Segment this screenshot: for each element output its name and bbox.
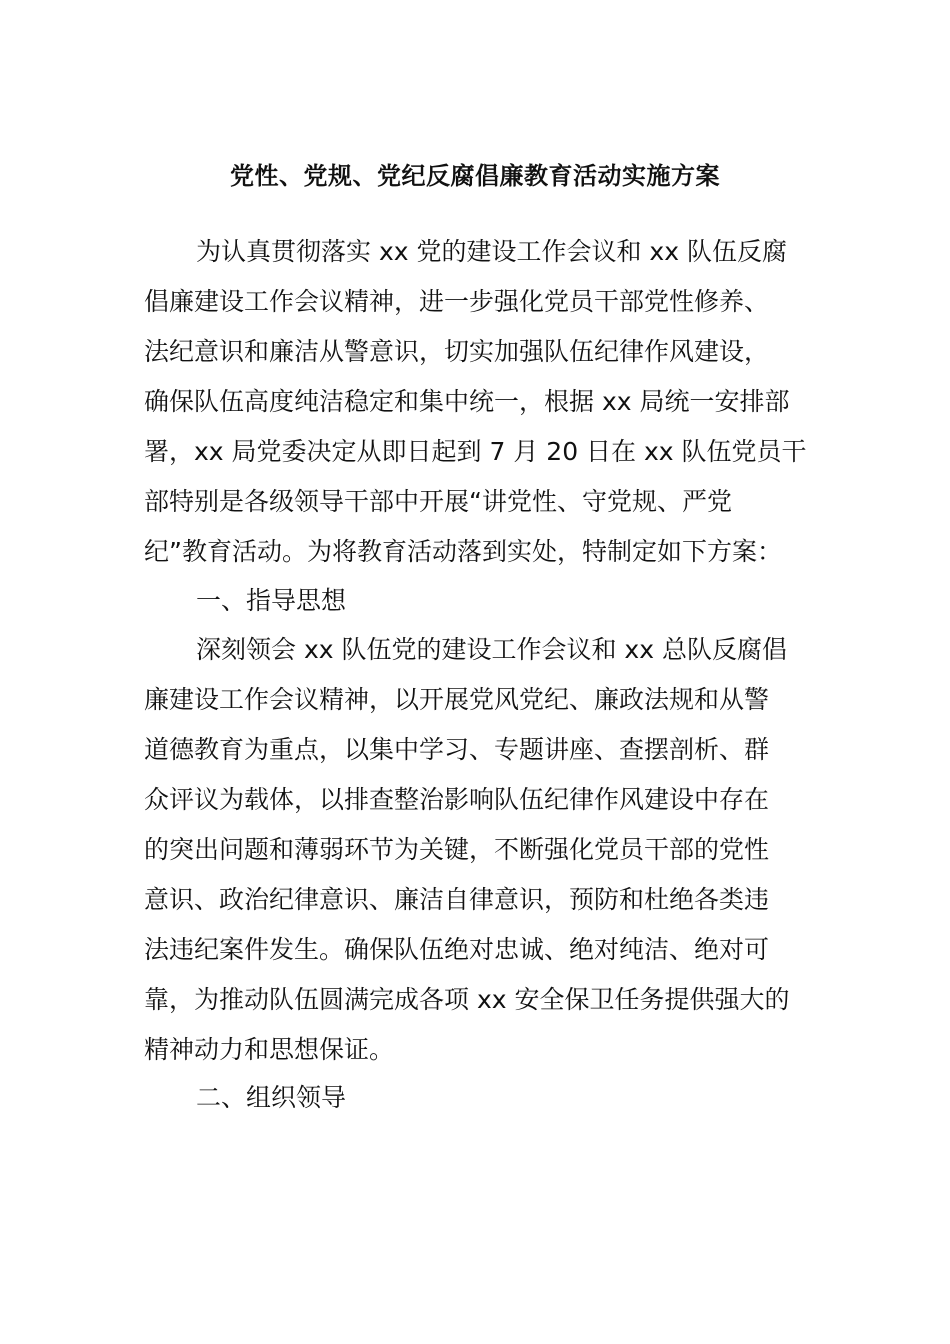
paragraph-1-line-5: 署，xx 局党委决定从即日起到 7 月 20 日在 xx 队伍党员干 xyxy=(144,437,807,466)
document-title: 党性、党规、党纪反腐倡廉教育活动实施方案 xyxy=(230,162,720,190)
paragraph-2-line-2: 廉建设工作会议精神，以开展党风党纪、廉政法规和从警 xyxy=(144,685,770,714)
paragraph-1-line-4: 确保队伍高度纯洁稳定和集中统一，根据 xx 局统一安排部 xyxy=(144,387,790,416)
paragraph-1-line-3: 法纪意识和廉洁从警意识，切实加强队伍纪律作风建设， xyxy=(144,337,770,366)
paragraph-2-line-9: 精神动力和思想保证。 xyxy=(144,1035,395,1064)
paragraph-1-line-7: 纪”教育活动。为将教育活动落到实处，特制定如下方案： xyxy=(144,537,782,566)
paragraph-2-line-5: 的突出问题和薄弱环节为关键，不断强化党员干部的党性 xyxy=(144,835,770,864)
paragraph-1-line-2: 倡廉建设工作会议精神，进一步强化党员干部党性修养、 xyxy=(144,287,770,316)
paragraph-2-line-1: 深刻领会 xx 队伍党的建设工作会议和 xx 总队反腐倡 xyxy=(196,635,787,664)
section-1-heading: 一、指导思想 xyxy=(196,586,347,615)
paragraph-2-line-7: 法违纪案件发生。确保队伍绝对忠诚、绝对纯洁、绝对可 xyxy=(144,935,770,964)
paragraph-2-line-3: 道德教育为重点，以集中学习、专题讲座、查摆剖析、群 xyxy=(144,735,770,764)
section-2-heading: 二、组织领导 xyxy=(196,1083,347,1112)
paragraph-2-line-4: 众评议为载体，以排查整治影响队伍纪律作风建设中存在 xyxy=(144,785,770,814)
paragraph-2-line-6: 意识、政治纪律意识、廉洁自律意识，预防和杜绝各类违 xyxy=(144,885,770,914)
paragraph-2-line-8: 靠，为推动队伍圆满完成各项 xx 安全保卫任务提供强大的 xyxy=(144,985,790,1014)
paragraph-1-line-1: 为认真贯彻落实 xx 党的建设工作会议和 xx 队伍反腐 xyxy=(196,237,787,266)
paragraph-1-line-6: 部特别是各级领导干部中开展“讲党性、守党规、严党 xyxy=(144,487,732,516)
